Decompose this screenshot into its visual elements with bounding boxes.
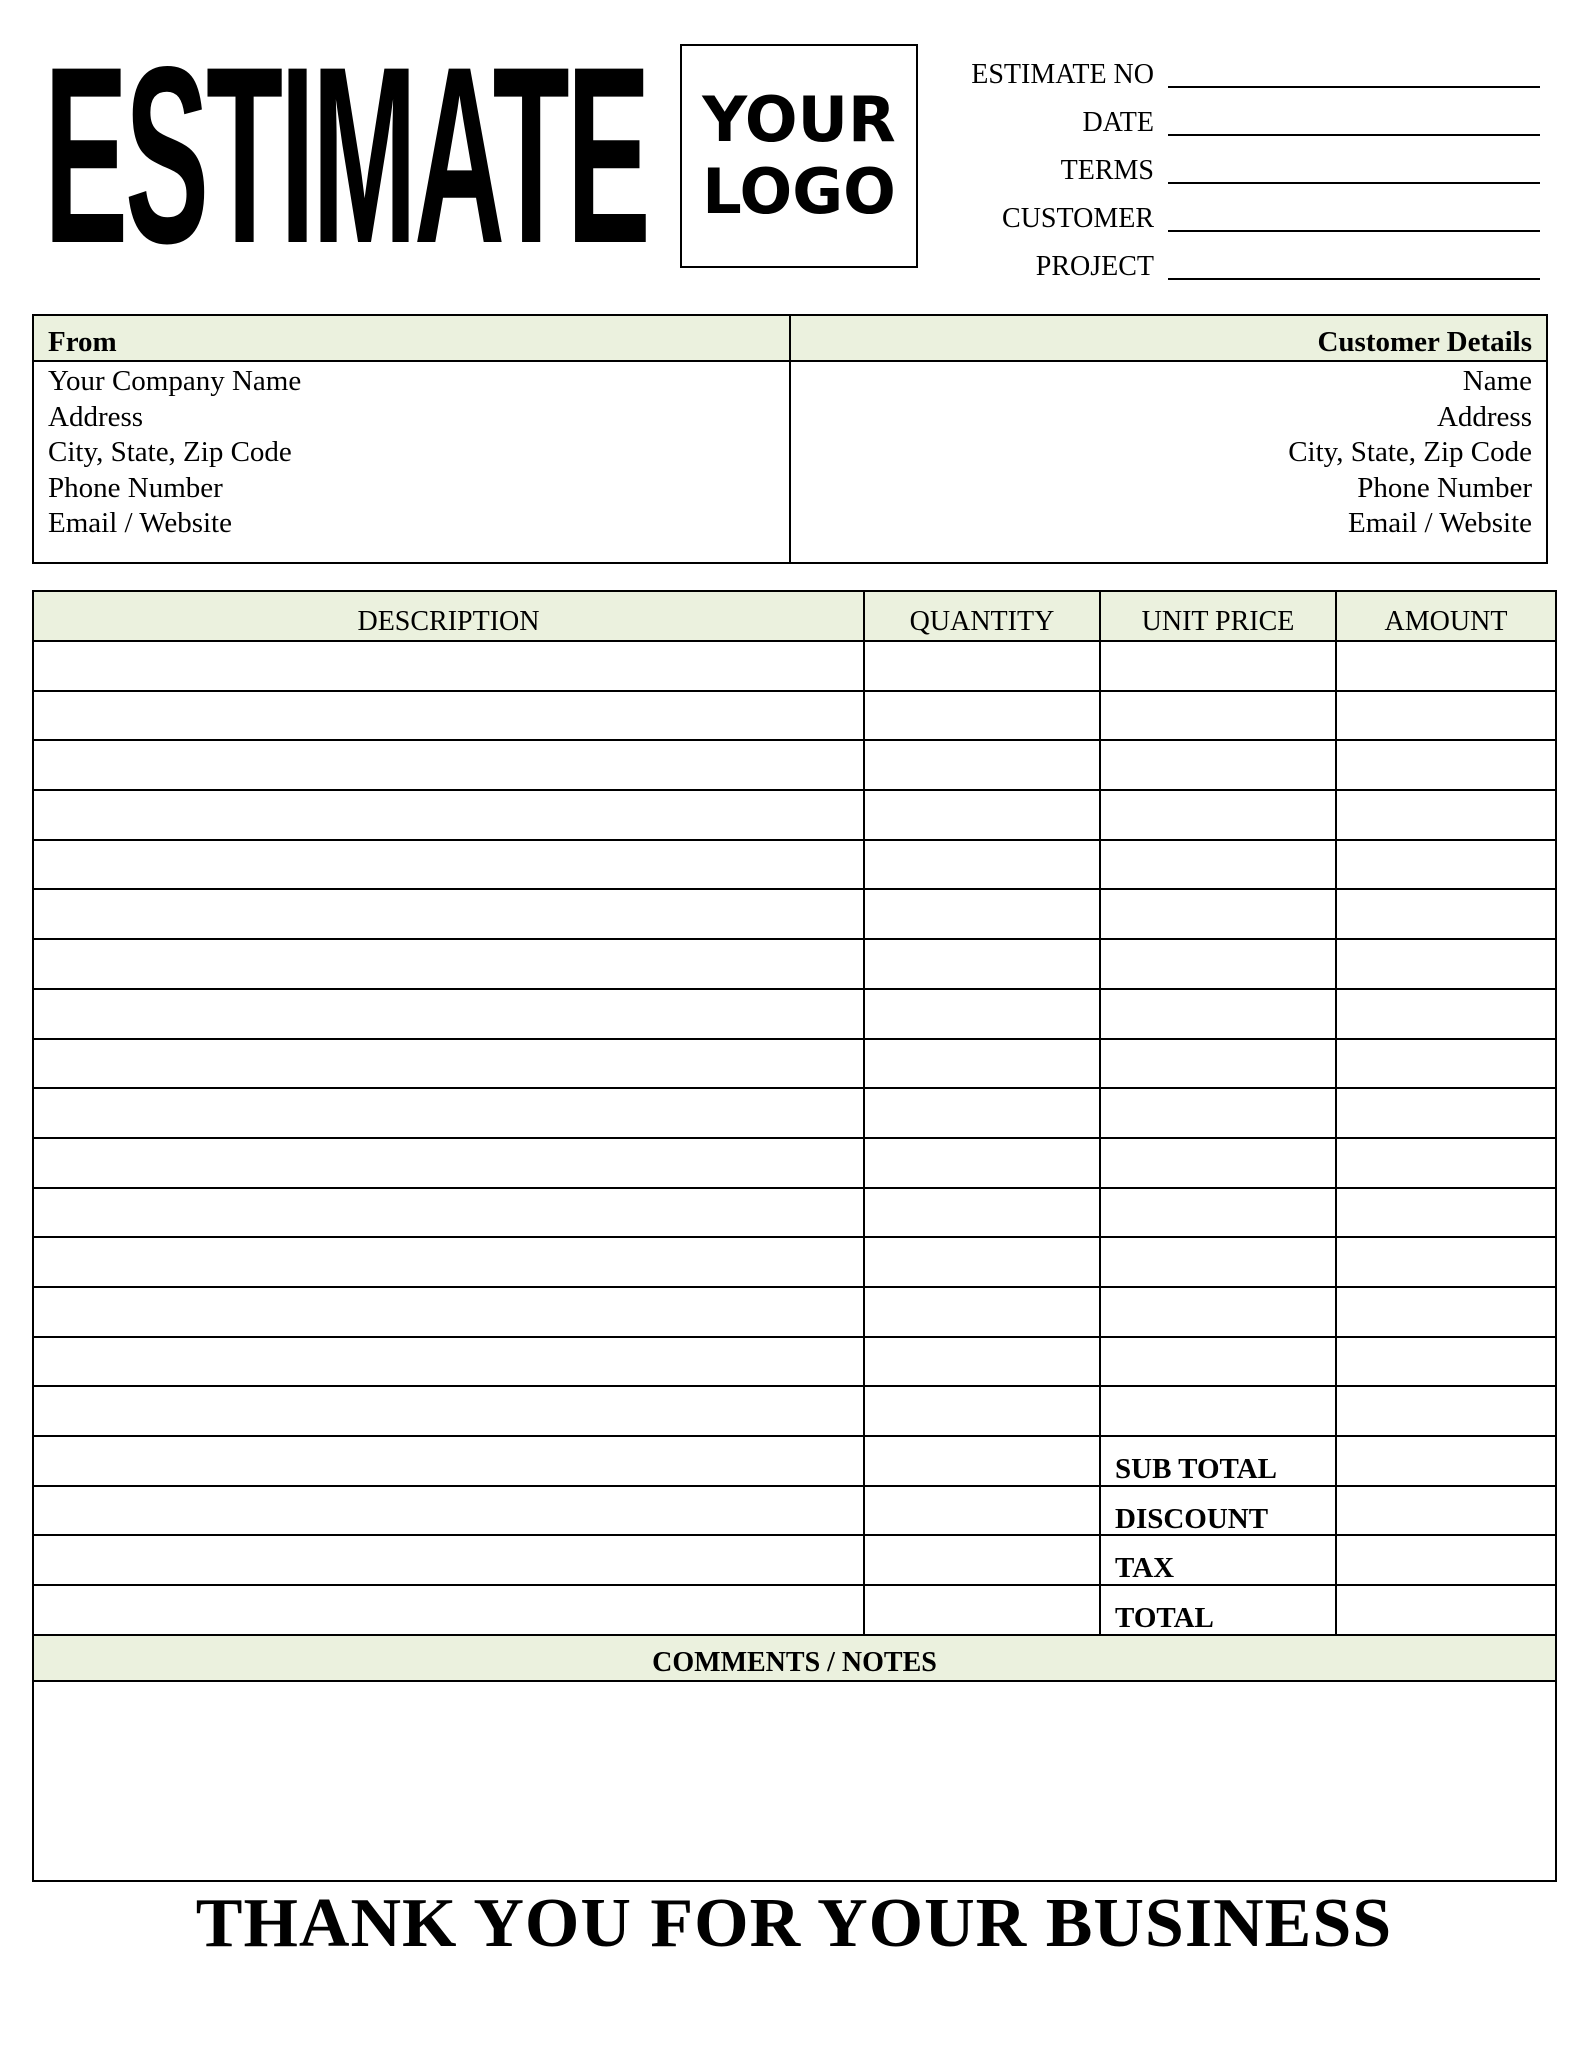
- summary-row-subtotal: [34, 1435, 1555, 1485]
- table-row: [34, 1286, 1555, 1336]
- unit-price-cell[interactable]: [1099, 1238, 1335, 1286]
- quantity-cell[interactable]: [863, 990, 1099, 1038]
- table-row: [34, 1187, 1555, 1237]
- discount-label: DISCOUNT: [1099, 1487, 1335, 1535]
- table-row: [34, 1137, 1555, 1187]
- unit-price-cell[interactable]: [1099, 741, 1335, 789]
- customer-city-state-zip[interactable]: City, State, Zip Code: [1288, 436, 1532, 468]
- table-row: [34, 888, 1555, 938]
- quantity-cell[interactable]: [863, 1040, 1099, 1088]
- total-amount-cell[interactable]: [1335, 1586, 1555, 1634]
- quantity-cell[interactable]: [863, 741, 1099, 789]
- meta-row-customer: [950, 188, 1560, 236]
- table-row: [34, 1087, 1555, 1137]
- column-header-description: DESCRIPTION: [357, 606, 540, 637]
- description-cell[interactable]: [34, 1040, 863, 1088]
- from-email-website[interactable]: Email / Website: [48, 507, 232, 539]
- total-label: TOTAL: [1099, 1586, 1335, 1634]
- table-row: [34, 789, 1555, 839]
- description-cell[interactable]: [34, 692, 863, 740]
- table-row: [34, 988, 1555, 1038]
- description-cell[interactable]: [34, 1338, 863, 1386]
- customer-address[interactable]: Address: [1436, 400, 1532, 433]
- unit-price-cell[interactable]: [1099, 841, 1335, 889]
- party-details-box: [32, 314, 1548, 564]
- customer-email-website[interactable]: Email / Website: [1348, 507, 1532, 539]
- column-header-unit-price: UNIT PRICE: [1099, 592, 1335, 640]
- tax-amount-cell[interactable]: [1335, 1536, 1555, 1584]
- description-cell[interactable]: [34, 1437, 863, 1485]
- unit-price-cell[interactable]: [1099, 1288, 1335, 1336]
- description-cell[interactable]: [34, 1536, 863, 1584]
- description-cell[interactable]: [34, 741, 863, 789]
- customer-heading: Customer Details: [791, 316, 1546, 362]
- tax-label: TAX: [1099, 1536, 1335, 1584]
- amount-cell[interactable]: [1335, 841, 1555, 889]
- from-phone[interactable]: Phone Number: [48, 471, 223, 504]
- meta-row-project: [950, 236, 1560, 284]
- table-row: [34, 1038, 1555, 1088]
- customer-name[interactable]: Name: [1462, 365, 1532, 397]
- description-cell[interactable]: [34, 940, 863, 988]
- description-cell[interactable]: [34, 841, 863, 889]
- amount-cell[interactable]: [1335, 890, 1555, 938]
- summary-row-total: [34, 1584, 1555, 1634]
- unit-price-cell[interactable]: [1099, 1189, 1335, 1237]
- quantity-cell[interactable]: [863, 940, 1099, 988]
- project-field[interactable]: [1168, 246, 1540, 280]
- table-row: [34, 938, 1555, 988]
- amount-cell[interactable]: [1335, 990, 1555, 1038]
- unit-price-cell[interactable]: [1099, 791, 1335, 839]
- unit-price-cell[interactable]: [1099, 990, 1335, 1038]
- quantity-cell[interactable]: [863, 1536, 1099, 1584]
- unit-price-cell[interactable]: [1099, 1089, 1335, 1137]
- unit-price-cell[interactable]: [1099, 692, 1335, 740]
- table-row: [34, 640, 1555, 690]
- meta-row-estimate-no: [950, 44, 1560, 92]
- meta-label-estimate-no: ESTIMATE NO: [971, 59, 1154, 90]
- unit-price-cell[interactable]: [1099, 1387, 1335, 1435]
- customer-field[interactable]: [1168, 198, 1540, 232]
- description-cell[interactable]: [34, 1189, 863, 1237]
- quantity-cell[interactable]: [863, 1089, 1099, 1137]
- amount-cell[interactable]: [1335, 1040, 1555, 1088]
- quantity-cell[interactable]: [863, 841, 1099, 889]
- estimate-meta-fields: [950, 44, 1560, 284]
- line-items-table: [32, 590, 1557, 1882]
- description-cell[interactable]: [34, 791, 863, 839]
- description-cell[interactable]: [34, 1139, 863, 1187]
- discount-amount-cell[interactable]: [1335, 1487, 1555, 1535]
- description-cell[interactable]: [34, 1387, 863, 1435]
- column-header-amount: AMOUNT: [1335, 592, 1555, 640]
- description-cell[interactable]: [34, 1238, 863, 1286]
- item-rows: [34, 640, 1555, 1435]
- table-row: [34, 1385, 1555, 1435]
- description-cell[interactable]: [34, 890, 863, 938]
- amount-cell[interactable]: [1335, 1288, 1555, 1336]
- logo-line-1: YOUR: [702, 83, 896, 156]
- subtotal-amount-cell[interactable]: [1335, 1437, 1555, 1485]
- unit-price-cell[interactable]: [1099, 642, 1335, 690]
- description-cell[interactable]: [34, 1089, 863, 1137]
- quantity-cell[interactable]: [863, 1288, 1099, 1336]
- amount-cell[interactable]: [1335, 1189, 1555, 1237]
- from-city-state-zip[interactable]: City, State, Zip Code: [48, 436, 292, 468]
- estimate-no-field[interactable]: [1168, 54, 1540, 88]
- unit-price-cell[interactable]: [1099, 1040, 1335, 1088]
- description-cell[interactable]: [34, 642, 863, 690]
- logo-placeholder: [680, 44, 918, 268]
- quantity-cell[interactable]: [863, 1139, 1099, 1187]
- thank-you-message: THANK YOU FOR YOUR BUSINESS: [195, 1885, 1393, 1962]
- summary-row-tax: [34, 1534, 1555, 1584]
- from-section: [34, 316, 789, 562]
- column-header-quantity: QUANTITY: [863, 592, 1099, 640]
- quantity-cell[interactable]: [863, 1338, 1099, 1386]
- amount-cell[interactable]: [1335, 692, 1555, 740]
- customer-section: [789, 316, 1546, 562]
- unit-price-cell[interactable]: [1099, 940, 1335, 988]
- quantity-cell[interactable]: [863, 642, 1099, 690]
- from-address[interactable]: Address: [48, 400, 144, 433]
- quantity-cell[interactable]: [863, 1586, 1099, 1634]
- description-cell[interactable]: [34, 1288, 863, 1336]
- meta-row-date: [950, 92, 1560, 140]
- unit-price-cell[interactable]: [1099, 1338, 1335, 1386]
- unit-price-cell[interactable]: [1099, 890, 1335, 938]
- meta-label-terms: TERMS: [1060, 155, 1154, 186]
- quantity-cell[interactable]: [863, 1387, 1099, 1435]
- amount-cell[interactable]: [1335, 1238, 1555, 1286]
- from-company-name[interactable]: Your Company Name: [48, 365, 302, 397]
- description-cell[interactable]: [34, 1487, 863, 1535]
- amount-cell[interactable]: [1335, 741, 1555, 789]
- amount-cell[interactable]: [1335, 791, 1555, 839]
- summary-row-discount: [34, 1485, 1555, 1535]
- meta-label-customer: CUSTOMER: [1002, 203, 1154, 234]
- meta-label-date: DATE: [1082, 107, 1154, 138]
- document-title: [44, 15, 648, 296]
- amount-cell[interactable]: [1335, 1089, 1555, 1137]
- document-title-text: ESTIMATE: [44, 15, 648, 296]
- comments-notes-area[interactable]: [34, 1682, 1555, 1880]
- amount-cell[interactable]: [1335, 1139, 1555, 1187]
- quantity-cell[interactable]: [863, 692, 1099, 740]
- quantity-cell[interactable]: [863, 791, 1099, 839]
- description-cell[interactable]: [34, 1586, 863, 1634]
- unit-price-cell[interactable]: [1099, 1139, 1335, 1187]
- amount-cell[interactable]: [1335, 1387, 1555, 1435]
- table-row: [34, 690, 1555, 740]
- quantity-cell[interactable]: [863, 1238, 1099, 1286]
- terms-field[interactable]: [1168, 150, 1540, 184]
- table-row: [34, 839, 1555, 889]
- table-row: [34, 1336, 1555, 1386]
- quantity-cell[interactable]: [863, 1189, 1099, 1237]
- meta-label-project: PROJECT: [1035, 251, 1154, 282]
- description-cell[interactable]: [34, 990, 863, 1038]
- amount-cell[interactable]: [1335, 1338, 1555, 1386]
- logo-line-2: LOGO: [702, 155, 896, 228]
- quantity-cell[interactable]: [863, 1437, 1099, 1485]
- meta-row-terms: [950, 140, 1560, 188]
- table-row: [34, 1236, 1555, 1286]
- from-lines: [34, 362, 789, 542]
- quantity-cell[interactable]: [863, 1487, 1099, 1535]
- table-header-row: [34, 592, 1555, 640]
- amount-cell[interactable]: [1335, 642, 1555, 690]
- customer-phone[interactable]: Phone Number: [1357, 471, 1532, 504]
- amount-cell[interactable]: [1335, 940, 1555, 988]
- from-heading: From: [34, 316, 789, 362]
- date-field[interactable]: [1168, 102, 1540, 136]
- table-row: [34, 739, 1555, 789]
- comments-heading: COMMENTS / NOTES: [34, 1634, 1555, 1682]
- customer-lines: [791, 362, 1546, 542]
- quantity-cell[interactable]: [863, 890, 1099, 938]
- subtotal-label: SUB TOTAL: [1099, 1437, 1335, 1485]
